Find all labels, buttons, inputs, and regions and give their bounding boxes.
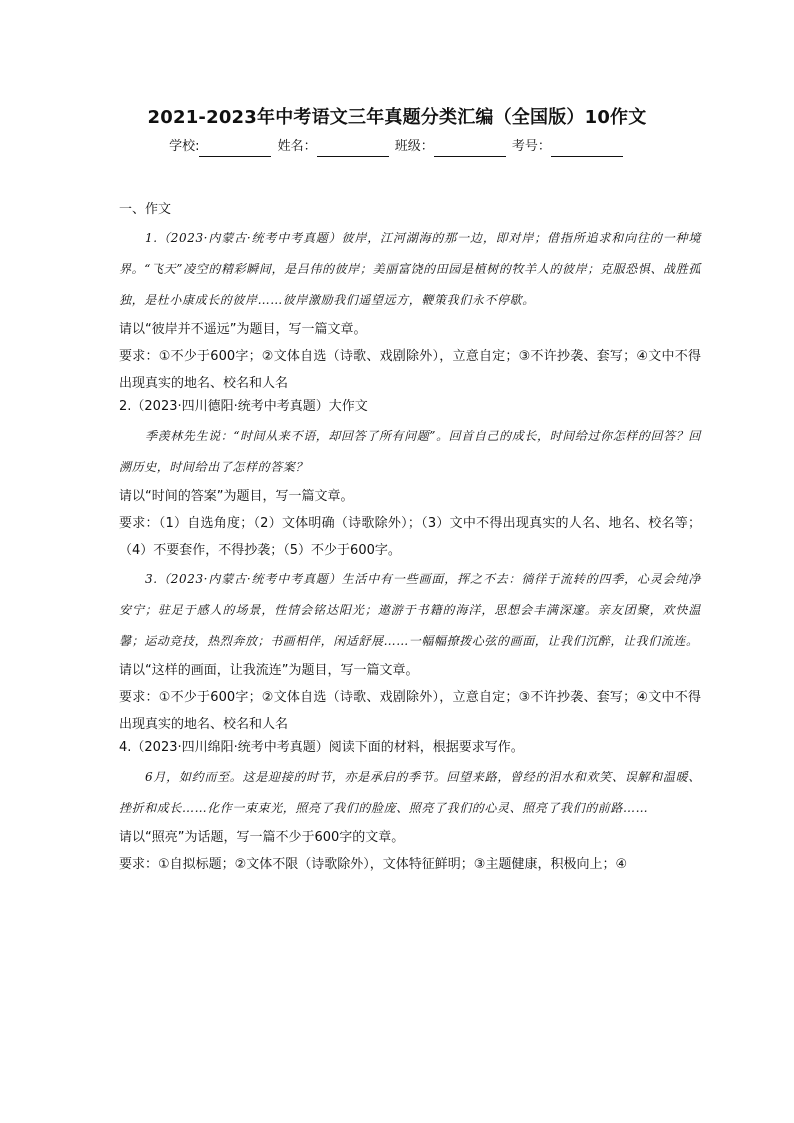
question-2-requirement: 要求：（1）自选角度；（2）文体明确（诗歌除外）；（3）文中不得出现真实的人名、地名、校名等；（4）不要套作，不得抄袭；（5）不少于600字。 xyxy=(119,516,701,558)
exam-number-blank xyxy=(551,142,623,157)
student-info-line xyxy=(0,137,794,157)
question-3 xyxy=(119,564,701,738)
question-1-passage: 1.（2023·内蒙古·统考中考真题）彼岸，江河湖海的那一边，即对岸；借指所追求和向往的一种境界。“飞天”凌空的精彩瞬间，是吕伟的彼岸；美丽富饶的田园是植树的牧羊人的彼岸；克服恐惧、战胜孤独，是杜小康成长的彼岸……彼岸激励我们遥望远方，鞭策我们永不停歇。 xyxy=(119,231,701,307)
document-title: 2021-2023年中考语文三年真题分类汇编（全国版）10作文 xyxy=(147,107,647,128)
question-4-instruction: 请以“照亮”为话题，写一篇不少于600字的文章。 xyxy=(119,830,405,845)
question-3-passage: 3.（2023·内蒙古·统考中考真题）生活中有一些画面，挥之不去：徜徉于流转的四季，心灵会纯净安宁；驻足于感人的场景，性情会铭达阳光；遨游于书籍的海洋，思想会丰满深邃。亲友团聚，欢快温馨；运动竞技，热烈奔放；书画相伴，闲适舒展……一幅幅撩拨心弦的画面，让我们沉醉，让我们流连。 xyxy=(119,572,701,648)
class-label: 班级： xyxy=(394,139,434,154)
question-3-requirement: 要求：①不少于600字；②文体自选（诗歌、戏剧除外），立意自定；③不许抄袭、套写；④文中不得出现真实的地名、校名和人名 xyxy=(119,690,701,732)
question-2-head: 2.（2023·四川德阳·统考中考真题）大作文 xyxy=(119,399,368,414)
question-1-instruction: 请以“彼岸并不遥远”为题目，写一篇文章。 xyxy=(119,322,367,337)
name-blank xyxy=(317,142,389,157)
question-4 xyxy=(119,738,701,878)
question-2-passage: 季羡林先生说：“时间从来不语，却回答了所有问题”。回首自己的成长，时间给过你怎样的回答？回溯历史，时间给出了怎样的答案？ xyxy=(119,429,701,474)
question-3-instruction: 请以“这样的画面，让我流连”为题目，写一篇文章。 xyxy=(119,663,419,678)
question-2 xyxy=(119,397,701,564)
question-1-requirement: 要求：①不少于600字；②文体自选（诗歌、戏剧除外），立意自定；③不许抄袭、套写；④文中不得出现真实的地名、校名和人名 xyxy=(119,349,701,391)
question-4-head: 4.（2023·四川绵阳·统考中考真题）阅读下面的材料，根据要求写作。 xyxy=(119,740,524,755)
class-blank xyxy=(434,142,506,157)
school-label: 学校: xyxy=(169,139,200,154)
question-1 xyxy=(119,223,701,397)
section-heading: 一、作文 xyxy=(119,202,172,217)
school-blank xyxy=(199,142,271,157)
name-label: 姓名： xyxy=(277,139,317,154)
question-4-requirement: 要求：①自拟标题；②文体不限（诗歌除外），文体特征鲜明；③主题健康，积极向上；④ xyxy=(119,857,628,872)
exam-number-label: 考号： xyxy=(511,139,551,154)
document-body xyxy=(119,200,701,878)
question-2-instruction: 请以“时间的答案”为题目，写一篇文章。 xyxy=(119,489,354,504)
question-4-passage: 6月，如约而至。这是迎接的时节，亦是承启的季节。回望来路，曾经的泪水和欢笑、误解和温暖、挫折和成长……化作一束束光，照亮了我们的脸庞、照亮了我们的心灵、照亮了我们的前路…… xyxy=(119,770,701,815)
